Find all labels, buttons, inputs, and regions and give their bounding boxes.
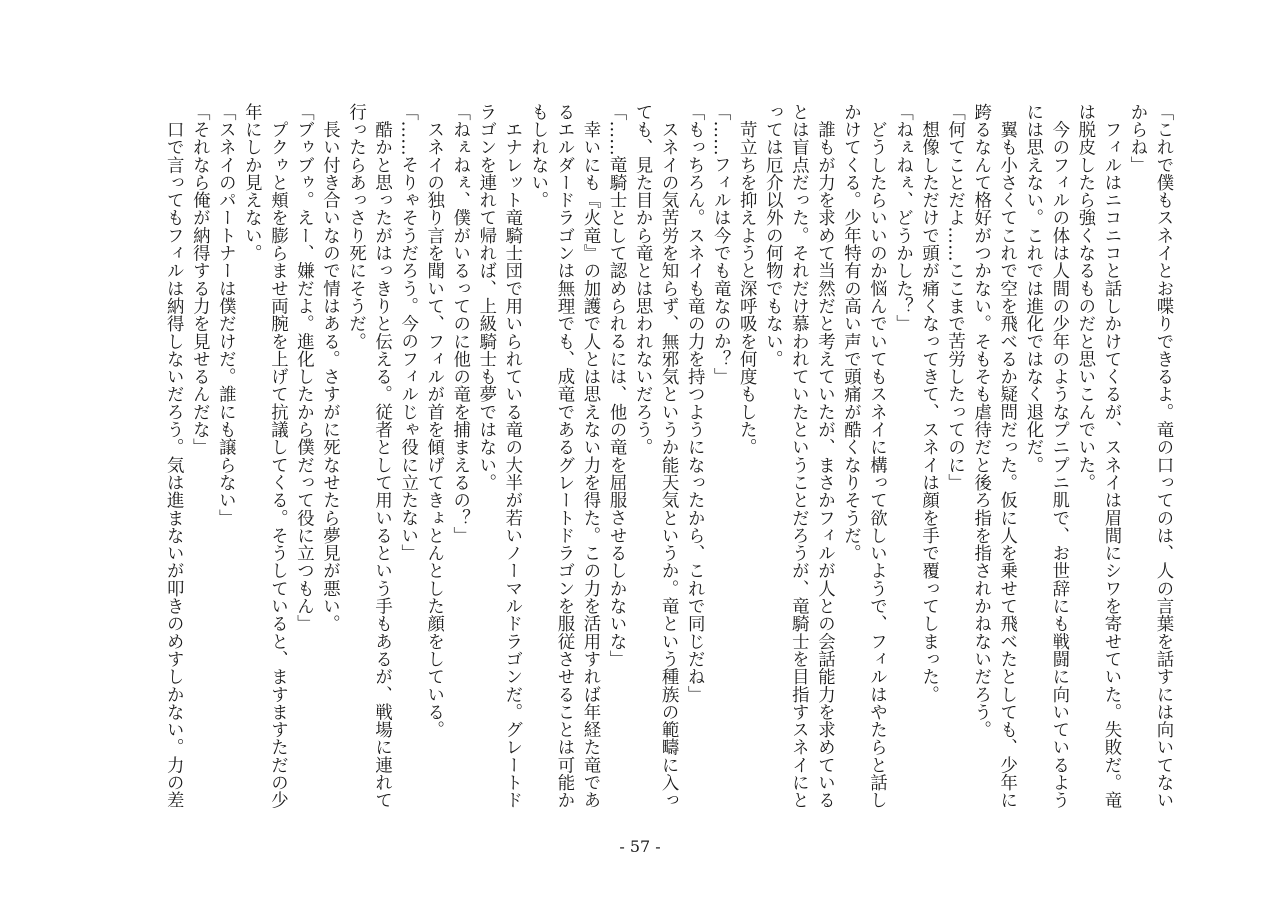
text-line: 年にしか見えない。 bbox=[241, 103, 262, 262]
text-line: 「もっちろん。スネイも竜の力を持つようになったから、これで同じだね」 bbox=[684, 103, 705, 704]
vertical-text-body bbox=[160, 103, 1176, 809]
text-line: 「……竜騎士として認められるには、他の竜を屈服させるしかないな」 bbox=[606, 103, 627, 668]
text-line: 「何てことだよ……ここまで苦労したってのに」 bbox=[944, 103, 965, 492]
text-line: フィルはニコニコと話しかけてくるが、スネイは眉間にシワを寄せていた。失敗だ。竜 bbox=[1100, 103, 1121, 809]
text-line: プクゥと頬を膨らませ両腕を上げて抗議してくる。そうしていると、ますますただの少 bbox=[267, 103, 288, 809]
text-line: 翼も小さくてこれで空を飛べるか疑問だった。仮に人を乗せて飛べたとしても、少年に bbox=[996, 103, 1017, 809]
text-line: 想像しただけで頭が痛くなってきて、スネイは顔を手で覆ってしまった。 bbox=[918, 103, 939, 704]
text-line: エナレット竜騎士団で用いられている竜の大半が若いノーマルドラゴンだ。グレートド bbox=[501, 103, 522, 809]
text-line: どうしたらいいのか悩んでいてもスネイに構って欲しいようで、フィルはやたらと話し bbox=[866, 103, 887, 809]
text-line: 長い付き合いなので情はある。さすがに死なせたら夢見が悪い。 bbox=[319, 103, 340, 633]
text-line: 行ったらあっさり死にそうだ。 bbox=[345, 103, 366, 351]
text-line: 誰もが力を求めて当然だと考えていたが、まさかフィルが人との会話能力を求めている bbox=[814, 103, 835, 809]
text-line: スネイの独り言を聞いて、フィルが首を傾げてきょとんとした顔をしている。 bbox=[423, 103, 444, 739]
text-line: かけてくる。少年特有の高い声で頭痛が酷くなりそうだ。 bbox=[840, 103, 861, 562]
text-line: るエルダードラゴンは無理でも、成竜であるグレートドラゴンを服従させることは可能か bbox=[553, 103, 574, 809]
text-line: 今のフィルの体は人間の少年のようなプニプニ肌で、お世辞にも戦闘に向いているよう bbox=[1048, 103, 1069, 809]
text-line: 口で言ってもフィルは納得しないだろう。気は進まないが叩きのめすしかない。力の差 bbox=[163, 103, 184, 809]
text-line: 「スネイのパートナーは僕だけだ。誰にも譲らない」 bbox=[215, 103, 236, 527]
text-line: からね」 bbox=[1126, 103, 1147, 174]
text-line: 「それなら俺が納得する力を見せるんだな」 bbox=[189, 103, 210, 456]
text-line: には思えない。これでは進化ではなく退化だ。 bbox=[1022, 103, 1043, 474]
text-line: 幸いにも『火竜』の加護で人とは思えない力を得た。この力を活用すれば年経た竜であ bbox=[579, 103, 600, 809]
text-line: 「ブゥブゥ。えー、嫌だよ。進化したから僕だって役に立つもん」 bbox=[293, 103, 314, 633]
text-line: ても、見た目から竜とは思われないだろう。 bbox=[632, 103, 653, 456]
text-line: 「これで僕もスネイとお喋りできるよ。竜の口ってのは、人の言葉を話すには向いてない bbox=[1153, 103, 1173, 809]
text-line: ラゴンを連れて帰れば、上級騎士も夢ではない。 bbox=[475, 103, 496, 492]
text-line: とは盲点だった。それだけ慕われていたということだろうが、竜騎士を目指すスネイにと bbox=[788, 103, 809, 809]
text-line: っては厄介以外の何物でもない。 bbox=[762, 103, 783, 368]
text-line: 苛立ちを抑えようと深呼吸を何度もした。 bbox=[736, 103, 757, 456]
text-line: 「ねぇねぇ、僕がいるってのに他の竜を捕まえるの？」 bbox=[449, 103, 470, 545]
page-number: - 57 - bbox=[619, 837, 661, 856]
text-line: 「……そりゃそうだろう。今のフィルじゃ役に立たない」 bbox=[397, 103, 418, 562]
text-line: 「……フィルは今でも竜なのか？」 bbox=[710, 103, 731, 386]
text-line: スネイの気苦労を知らず、無邪気というか能天気というか。竜という種族の範疇に入っ bbox=[658, 103, 679, 809]
text-line: 酷かと思ったがはっきりと伝える。従者として用いるという手もあるが、戦場に連れて bbox=[371, 103, 392, 809]
text-line: もしれない。 bbox=[527, 103, 548, 209]
text-line: は脱皮したら強くなるものだと思いこんでいた。 bbox=[1074, 103, 1095, 492]
text-line: 「ねぇねぇ、どうかした？」 bbox=[892, 103, 913, 333]
text-line: 跨るなんて格好がつかない。そもそも虐待だと後ろ指を指されかねないだろう。 bbox=[970, 103, 991, 739]
